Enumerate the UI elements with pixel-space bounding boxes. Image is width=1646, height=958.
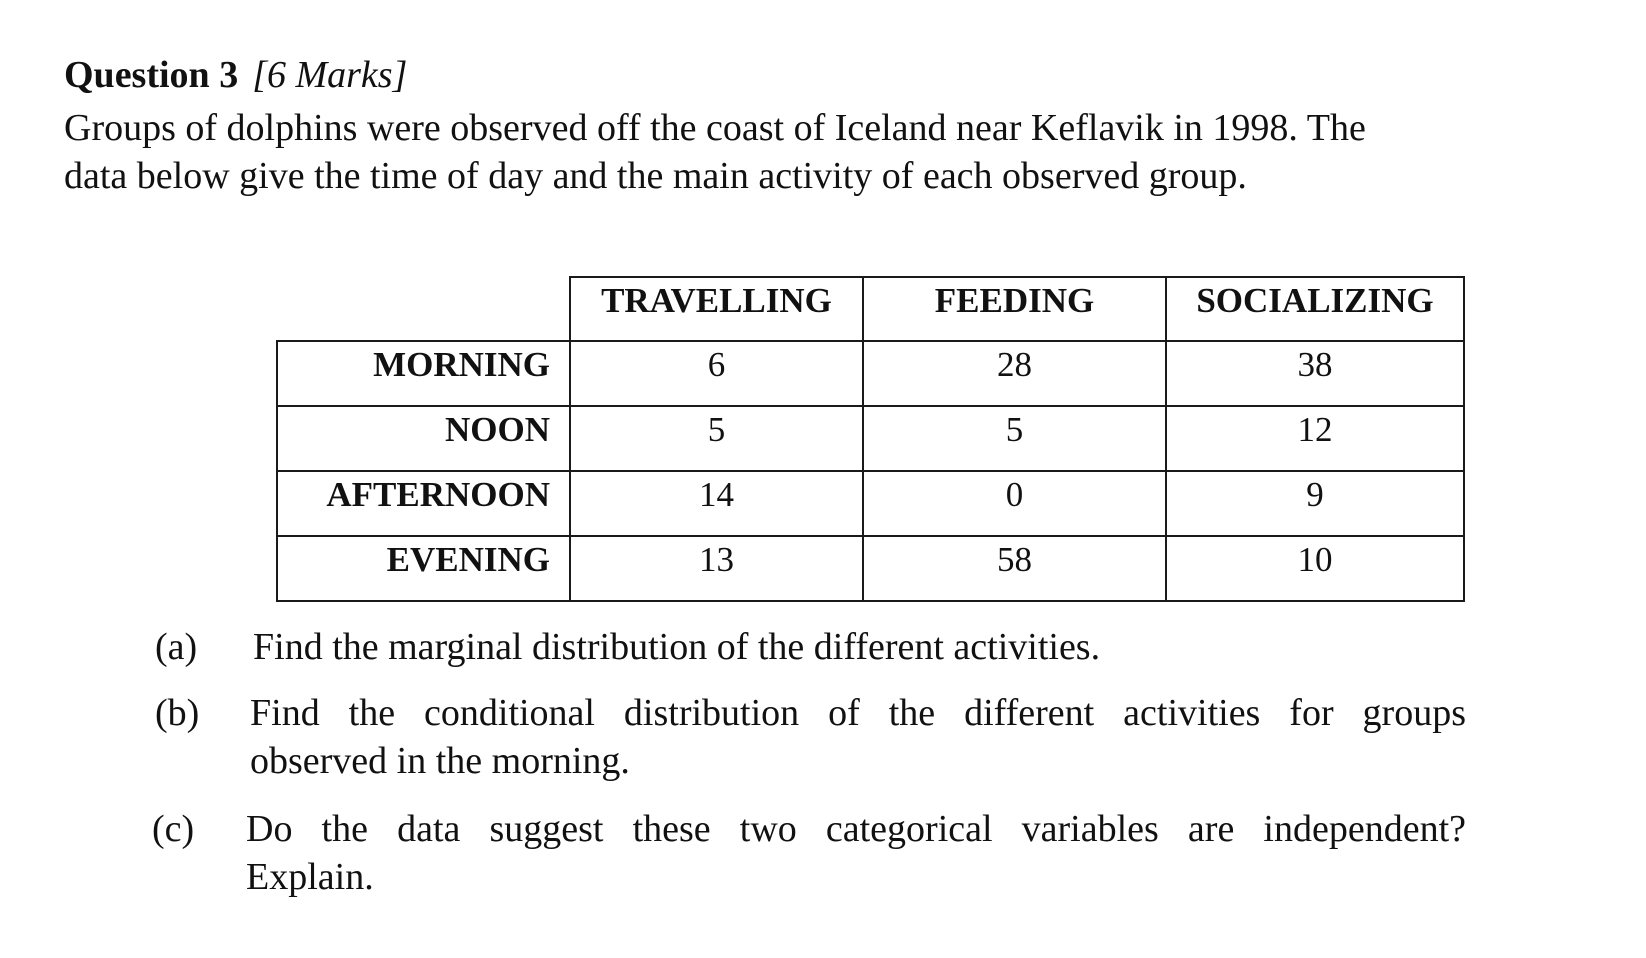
part-c-line-1: Do the data suggest these two categorical variables are independent? <box>246 808 1466 850</box>
part-a-text <box>253 623 1100 671</box>
intro-line-2: data below give the time of day and the main activity of each observed group. <box>64 155 1247 197</box>
part-a-line-1: Find the marginal distribution of the different activities. <box>253 626 1101 668</box>
table-rule <box>569 276 1465 278</box>
table-cell: 28 <box>997 345 1032 384</box>
table-rule <box>276 470 1465 472</box>
table-cell: 6 <box>707 345 726 384</box>
table-cell: 38 <box>1297 345 1333 384</box>
table-rule <box>1463 276 1465 602</box>
row-label-evening: EVENING <box>386 540 550 579</box>
table-cell: 58 <box>997 540 1032 579</box>
part-c-text <box>246 805 1466 901</box>
row-label-afternoon: AFTERNOON <box>326 475 550 514</box>
table-cell: 12 <box>1297 410 1333 449</box>
question-intro <box>64 104 1564 200</box>
question-marks: [6 Marks] <box>252 54 408 96</box>
column-header-travelling: TRAVELLING <box>601 281 832 320</box>
table-rule <box>276 600 1465 602</box>
column-header-feeding: FEEDING <box>934 281 1095 320</box>
table-rule <box>276 405 1465 407</box>
part-c-line-2: Explain. <box>246 856 374 898</box>
table-rule <box>276 340 1465 342</box>
part-b-letter: (b) <box>155 692 200 734</box>
part-b-line-1: Find the conditional distribution of the different activities for groups <box>250 692 1466 734</box>
table-rule <box>276 535 1465 537</box>
table-cell: 0 <box>1005 475 1024 514</box>
table-cell: 5 <box>1005 410 1024 449</box>
intro-line-1: Groups of dolphins were observed off the coast of Iceland near Keflavik in 1998. The <box>64 107 1366 149</box>
column-header-socializing: SOCIALIZING <box>1196 281 1434 320</box>
row-label-morning: MORNING <box>373 345 550 384</box>
part-b-line-2: observed in the morning. <box>250 740 630 782</box>
part-c-letter: (c) <box>152 808 195 850</box>
table-cell: 13 <box>699 540 734 579</box>
table-cell: 9 <box>1306 475 1324 514</box>
part-a-letter: (a) <box>155 626 198 668</box>
question-title <box>64 52 407 98</box>
part-b-text <box>250 689 1466 785</box>
table-cell: 10 <box>1297 540 1333 579</box>
table-cell: 5 <box>707 410 726 449</box>
question-number: Question 3 <box>64 54 239 96</box>
table-cell: 14 <box>699 475 734 514</box>
row-label-noon: NOON <box>445 410 550 449</box>
